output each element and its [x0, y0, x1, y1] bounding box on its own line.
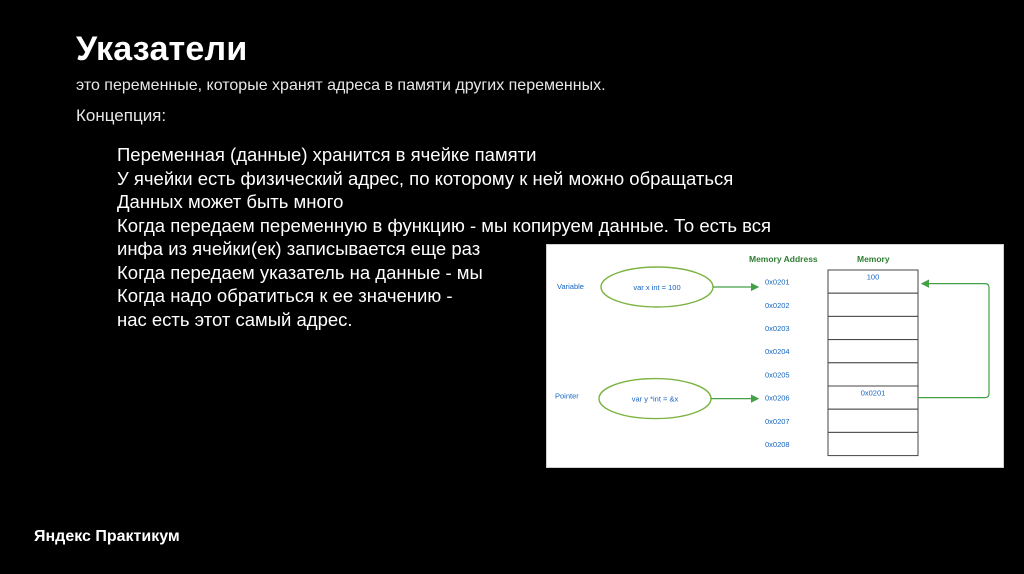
yandex-praktikum-logo: Яндекс Практикум	[34, 528, 180, 545]
memory-value: 100	[866, 272, 880, 282]
pointer-expr: var y *int = &x	[631, 394, 679, 404]
memory-address: 0x0207	[765, 416, 790, 426]
memory-address: 0x0203	[765, 324, 790, 333]
memory-cell	[828, 363, 918, 386]
variable-expr: var x int = 100	[633, 283, 681, 292]
reference-arrow	[918, 284, 989, 398]
memory-cell	[828, 293, 918, 316]
bullet-line: Когда передаем переменную в функцию - мы копируем данные. То есть вся	[117, 214, 772, 236]
bullet-line: Данных может быть много	[117, 191, 344, 212]
memory-address: 0x0201	[765, 277, 790, 287]
memory-address: 0x0204	[765, 347, 790, 357]
memory-address: 0x0202	[765, 300, 790, 310]
bullet-line: Переменная (данные) хранится в ячейке памяти	[117, 144, 537, 165]
memory-cell	[828, 316, 918, 339]
variable-label: Variable	[557, 282, 584, 291]
pointer-label: Pointer	[555, 391, 579, 401]
memory-address: 0x0205	[765, 370, 790, 380]
bullet-line: Когда надо обратиться к ее значению -	[117, 285, 453, 306]
bullet-line: нас есть этот самый адрес.	[117, 308, 353, 330]
memory-cell	[828, 409, 918, 432]
address-header: Memory Address	[749, 254, 818, 264]
slide-title: Указатели	[76, 30, 248, 68]
concept-label: Концепция:	[76, 106, 167, 125]
memory-value: 0x0201	[860, 388, 886, 398]
memory-address: 0x0208	[765, 440, 790, 449]
memory-cell	[828, 340, 918, 363]
bullet-line: У ячейки есть физический адрес, по которому к ней можно обращаться	[117, 167, 734, 189]
memory-diagram	[546, 244, 1004, 468]
bullet-line: Когда передаем указатель на данные - мы	[117, 261, 483, 283]
memory-address: 0x0206	[765, 393, 790, 403]
memory-diagram-svg	[547, 245, 1003, 467]
slide-subtitle: это переменные, которые хранят адреса в памяти других переменных.	[76, 77, 606, 94]
memory-cell	[828, 432, 918, 455]
memory-header: Memory	[857, 254, 890, 264]
bullet-line: инфа из ячейки(ек) записывается еще раз	[117, 238, 481, 259]
